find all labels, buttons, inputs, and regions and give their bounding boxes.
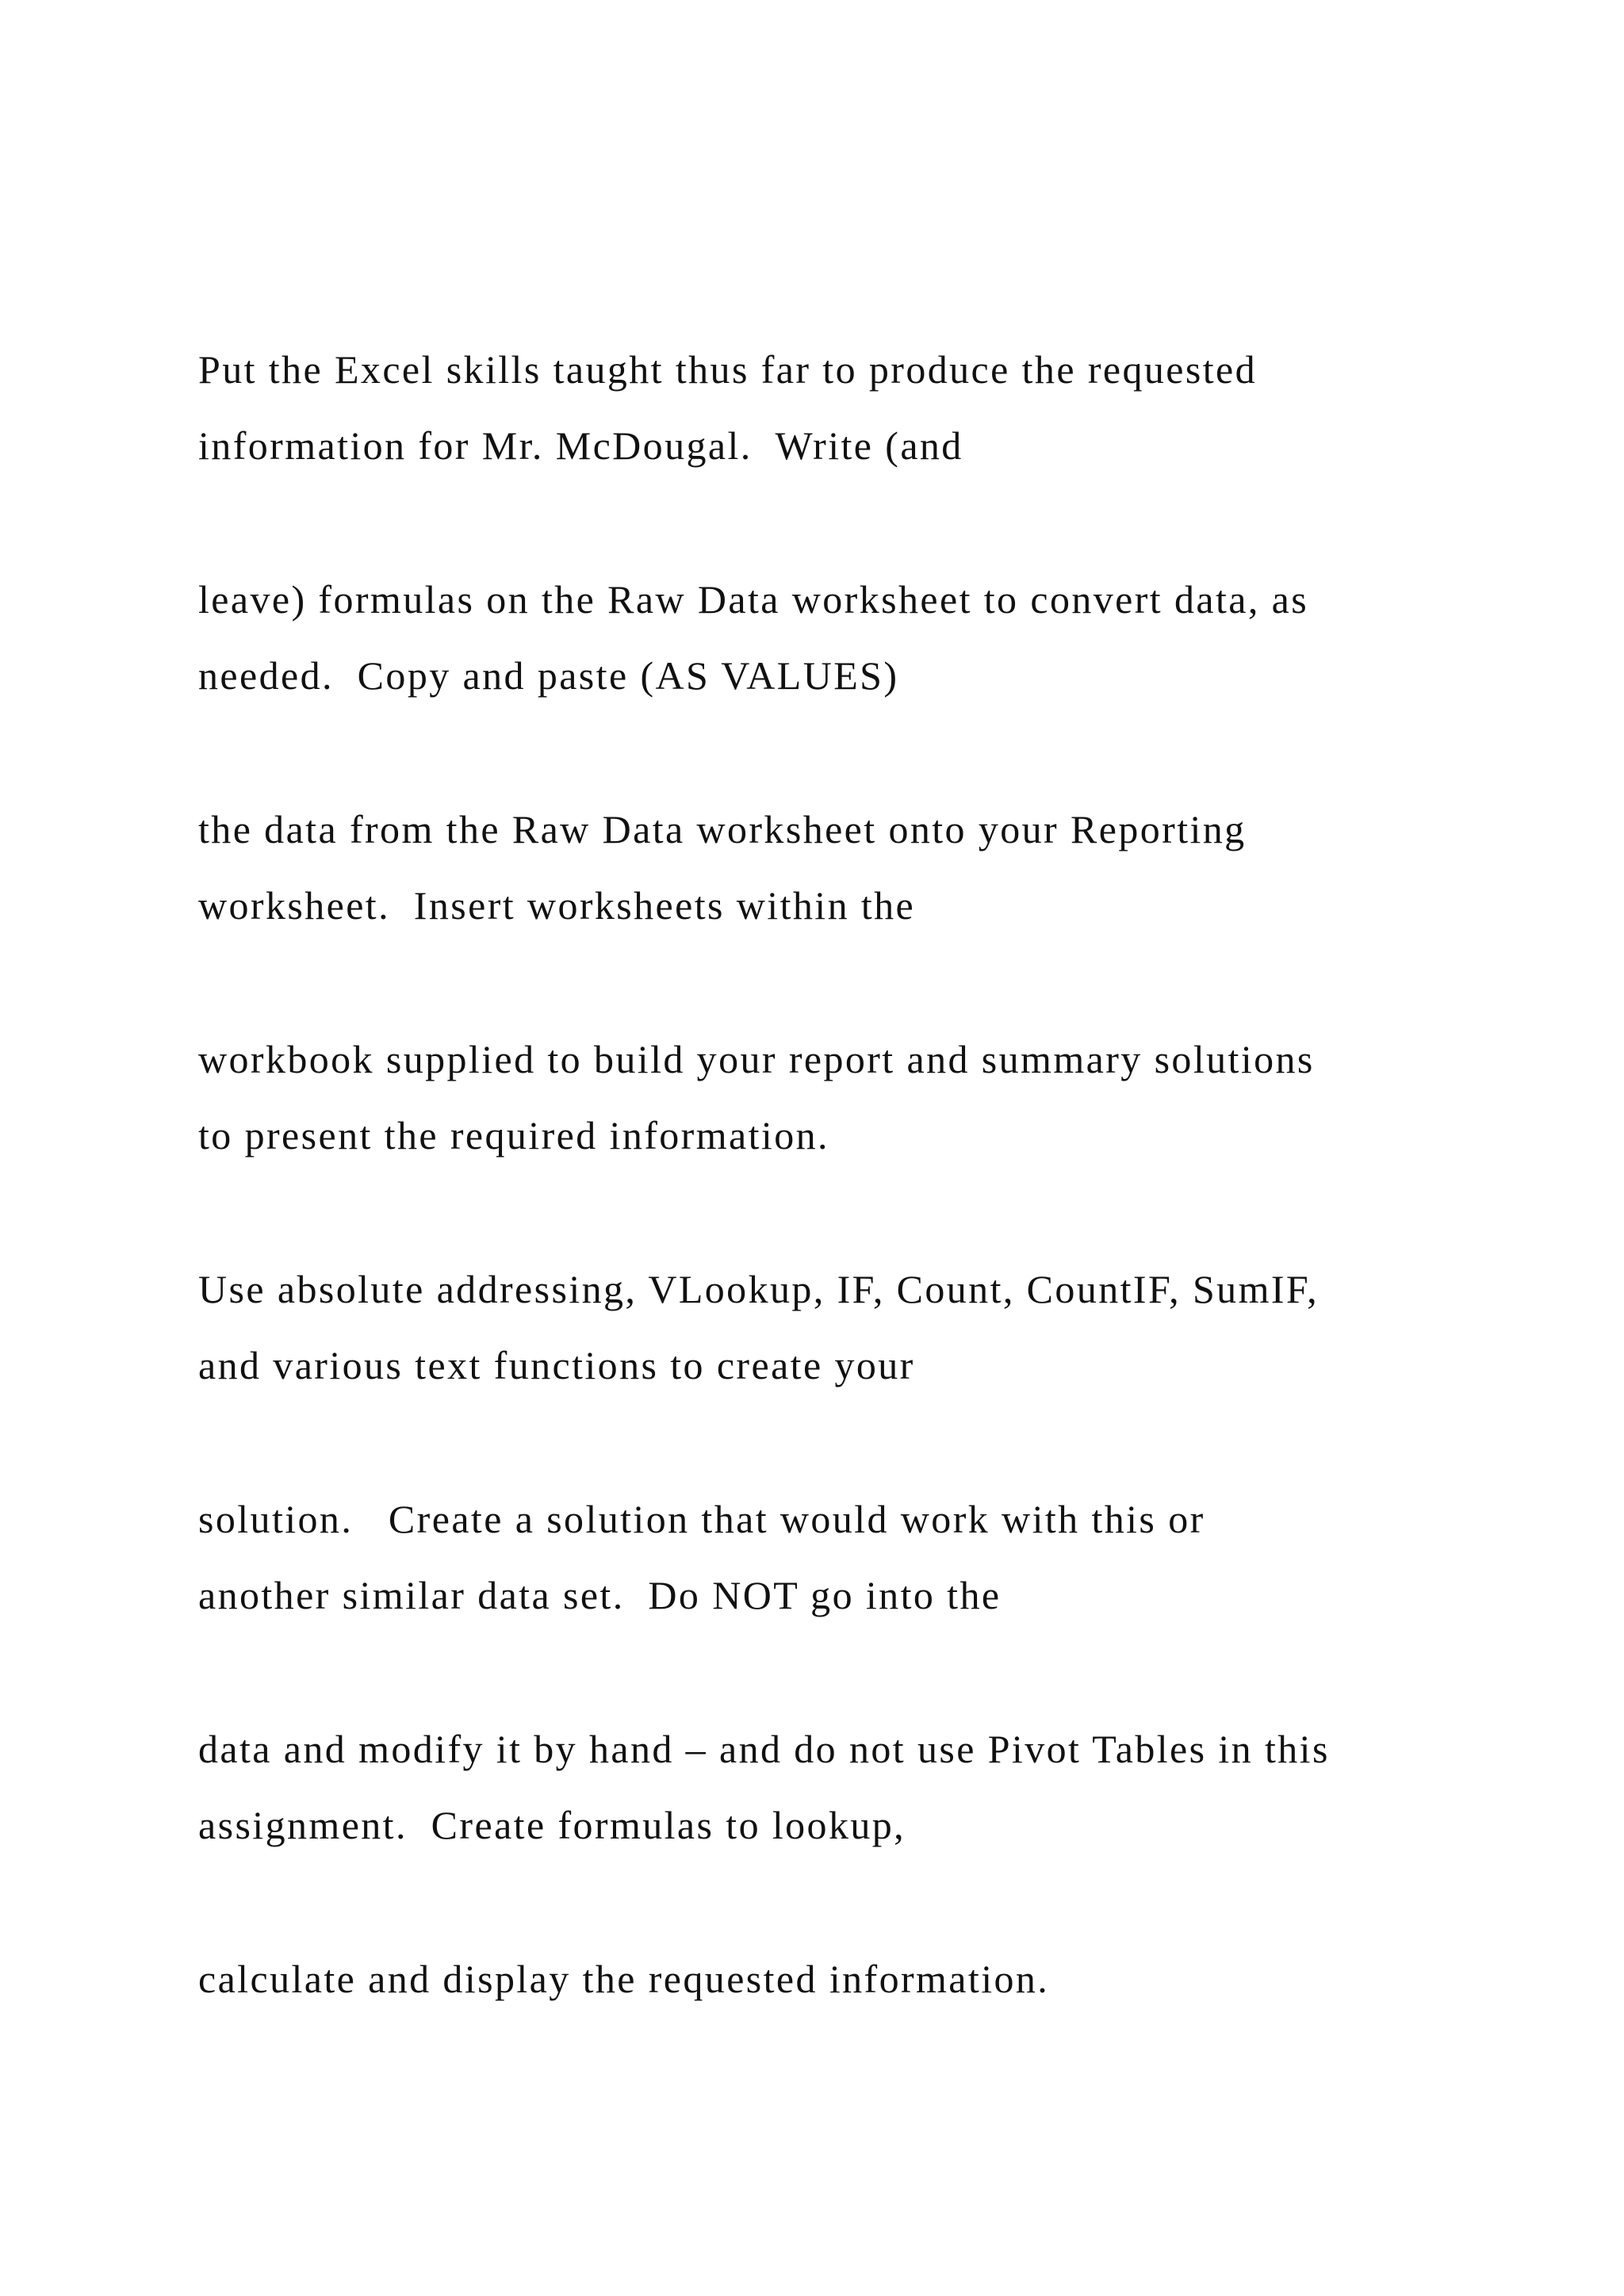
text-line: information for Mr. McDougal. Write (and (198, 423, 963, 468)
paragraph (198, 1941, 1546, 2017)
paragraph (198, 331, 1546, 484)
text-line: to present the required information. (198, 1113, 829, 1158)
text-line: worksheet. Insert worksheets within the (198, 883, 916, 928)
text-line: Put the Excel skills taught thus far to produce the requested (198, 347, 1257, 392)
text-line: Use absolute addressing, VLookup, IF, Count, CountIF, SumIF, (198, 1267, 1320, 1311)
text-line: another similar data set. Do NOT go into the (198, 1573, 1002, 1617)
text-line: assignment. Create formulas to lookup, (198, 1803, 906, 1847)
text-line: calculate and display the requested information. (198, 1957, 1050, 2001)
text-line: workbook supplied to build your report and summary solutions (198, 1037, 1315, 1081)
text-line: needed. Copy and paste (AS VALUES) (198, 653, 899, 698)
paragraph (198, 1251, 1546, 1403)
paragraph (198, 1021, 1546, 1173)
text-line: leave) formulas on the Raw Data worksheet to convert data, as (198, 577, 1309, 622)
paragraph (198, 1481, 1546, 1633)
text-line: the data from the Raw Data worksheet onto your Reporting (198, 807, 1247, 851)
paragraph (198, 1711, 1546, 1863)
text-line: solution. Create a solution that would work with this or (198, 1497, 1205, 1541)
text-line: and various text functions to create your (198, 1343, 915, 1387)
text-line: data and modify it by hand – and do not use Pivot Tables in this (198, 1727, 1330, 1771)
paragraph (198, 791, 1546, 943)
paragraph (198, 561, 1546, 714)
document-body (198, 331, 1546, 2095)
